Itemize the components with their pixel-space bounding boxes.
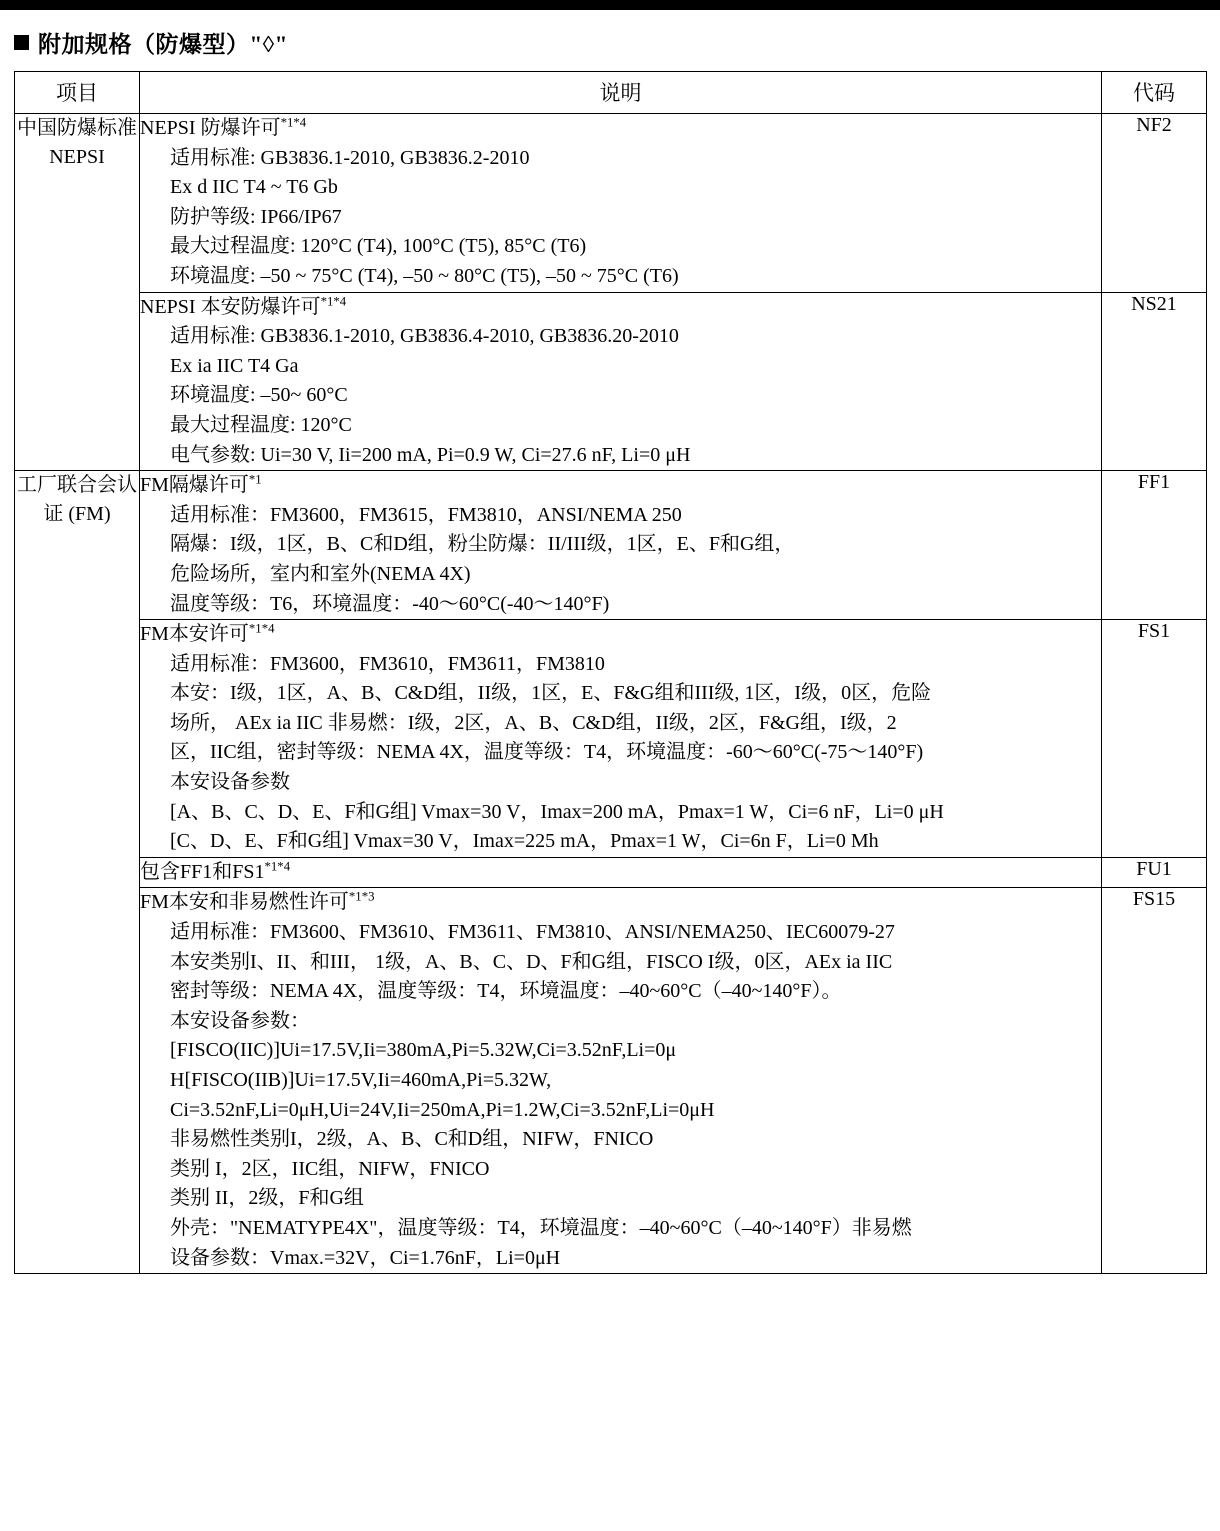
footnote-marker: *1*4	[280, 115, 307, 130]
description-line: 本安类别I、II、和III， 1级，A、B、C、D、F和G组，FISCO I级，0区，AEx ia IIC	[170, 950, 893, 973]
page-top-rule	[0, 0, 1220, 10]
description-line: 设备参数：Vmax.=32V，Ci=1.76nF，Li=0μH	[170, 1246, 561, 1269]
description-line: Ex d IIC T4 ~ T6 Gb	[170, 176, 338, 199]
cell-code: NS21	[1102, 292, 1207, 471]
header-item: 项目	[15, 72, 140, 114]
description-line: 适用标准：FM3600，FM3610，FM3611，FM3810	[170, 652, 605, 675]
cell-description	[140, 620, 1102, 858]
cell-item-label: 工厂联合会认证 (FM)	[15, 471, 140, 1274]
description-line: 环境温度: –50 ~ 75°C (T4), –50 ~ 80°C (T5), –50 ~ 75°C (T6)	[170, 264, 679, 287]
table-row	[15, 114, 1207, 293]
footnote-marker: *1*3	[348, 889, 375, 904]
description-line: 环境温度: –50~ 60°C	[170, 384, 348, 407]
description-line: [C、D、E、F和G组] Vmax=30 V，Imax=225 mA，Pmax=1 W，Ci=6n F，Li=0 Mh	[170, 830, 879, 853]
footnote-marker: *1*4	[264, 859, 291, 874]
description-line: 类别 II，2级，F和G组	[170, 1187, 364, 1210]
description-line: 本安设备参数	[170, 771, 290, 794]
cell-description	[140, 471, 1102, 620]
cell-description	[140, 292, 1102, 471]
additional-specifications-table	[14, 71, 1207, 1274]
footnote-marker: *1	[248, 472, 262, 487]
table-row	[15, 857, 1207, 888]
section-heading-text: 附加规格（防爆型）"◊"	[38, 32, 288, 57]
table-header-row	[15, 72, 1207, 114]
description-line: 最大过程温度: 120°C	[170, 413, 352, 436]
description-line: 场所， AEx ia IIC 非易燃：I级，2区，A、B、C&D组，II级，2区，F&G组，I级，2	[170, 711, 897, 734]
description-line: 区，IIC组，密封等级：NEMA 4X，温度等级：T4，环境温度：-60～60°C(-75～140°F)	[170, 741, 924, 764]
description-line: [FISCO(IIC)]Ui=17.5V,Ii=380mA,Pi=5.32W,Ci=3.52nF,Li=0μ	[170, 1039, 677, 1062]
cell-code: FS15	[1102, 888, 1207, 1274]
description-line: NEPSI 防爆许可$^{*1*4}$	[140, 115, 307, 139]
table-body	[15, 114, 1207, 1274]
cell-item-label: 中国防爆标准 NEPSI	[15, 114, 140, 471]
description-line: 适用标准: GB3836.1-2010, GB3836.4-2010, GB3836.20-2010	[170, 325, 679, 348]
description-line: FM本安许可$^{*1*4}$	[140, 621, 275, 646]
description-line: 本安设备参数：	[170, 1009, 310, 1032]
description-line: 外壳："NEMATYPE4X"，温度等级：T4，环境温度：–40~60°C（–40~140°F）非易燃	[170, 1216, 912, 1239]
description-line: 隔爆：I级，1区，B、C和D组，粉尘防爆：II/III级，1区，E、F和G组，	[170, 533, 795, 556]
description-line: 适用标准: GB3836.1-2010, GB3836.2-2010	[170, 146, 530, 169]
cell-code: FF1	[1102, 471, 1207, 620]
description-line: NEPSI 本安防爆许可$^{*1*4}$	[140, 293, 347, 318]
cell-code: NF2	[1102, 114, 1207, 293]
description-line: H[FISCO(IIB)]Ui=17.5V,Ii=460mA,Pi=5.32W,	[170, 1069, 552, 1091]
description-line: FM隔爆许可$^{*1}$	[140, 472, 262, 497]
table-row	[15, 620, 1207, 858]
cell-description	[140, 114, 1102, 293]
description-line: 适用标准：FM3600，FM3615，FM3810，ANSI/NEMA 250	[170, 503, 682, 526]
description-line: Ex ia IIC T4 Ga	[170, 354, 299, 377]
square-bullet-icon	[14, 35, 29, 50]
cell-code: FU1	[1102, 857, 1207, 888]
description-line: [A、B、C、D、E、F和G组] Vmax=30 V，Imax=200 mA，Pmax=1 W，Ci=6 nF，Li=0 μH	[170, 800, 944, 823]
description-line: 电气参数: Ui=30 V, Ii=200 mA, Pi=0.9 W, Ci=27.6 nF, Li=0 μH	[170, 443, 691, 466]
table-row	[15, 888, 1207, 1274]
description-line: 包含FF1和$FS1^{*1*4}$	[140, 859, 291, 883]
description-line: 防护等级: IP66/IP67	[170, 205, 342, 228]
description-line: 类别 I，2区，IIC组，NIFW，FNICO	[170, 1157, 490, 1180]
section-heading	[14, 26, 1220, 59]
description-line: 温度等级：T6，环境温度：-40～60°C(-40～140°F)	[170, 592, 610, 615]
header-description: 说明	[140, 72, 1102, 114]
table-row	[15, 471, 1207, 620]
description-line: FM本安和非易燃性许可$^{*1*3}$	[140, 889, 375, 914]
description-line: 非易燃性类别I，2级，A、B、C和D组，NIFW，FNICO	[170, 1128, 654, 1151]
cell-description	[140, 857, 1102, 888]
header-code: 代码	[1102, 72, 1207, 114]
description-line: 适用标准：FM3600、FM3610、FM3611、FM3810、ANSI/NEMA250、IEC60079-27	[170, 921, 895, 944]
footnote-marker: *1*4	[248, 621, 275, 636]
document-page	[0, 10, 1220, 1274]
description-line: 密封等级：NEMA 4X，温度等级：T4，环境温度：–40~60°C（–40~140°F）。	[170, 980, 842, 1003]
description-line: 最大过程温度: 120°C (T4), 100°C (T5), 85°C (T6)	[170, 235, 587, 258]
description-line: 本安：I级，1区，A、B、C&D组，II级，1区，E、F&G组和III级, 1区，I级，0区，危险	[170, 682, 932, 705]
description-line: Ci=3.52nF,Li=0μH,Ui=24V,Ii=250mA,Pi=1.2W,Ci=3.52nF,Li=0μH	[170, 1098, 715, 1121]
footnote-marker: *1*4	[320, 293, 347, 308]
description-line: 危险场所，室内和室外(NEMA 4X)	[170, 562, 471, 585]
cell-description	[140, 888, 1102, 1274]
cell-code: FS1	[1102, 620, 1207, 858]
table-row	[15, 292, 1207, 471]
